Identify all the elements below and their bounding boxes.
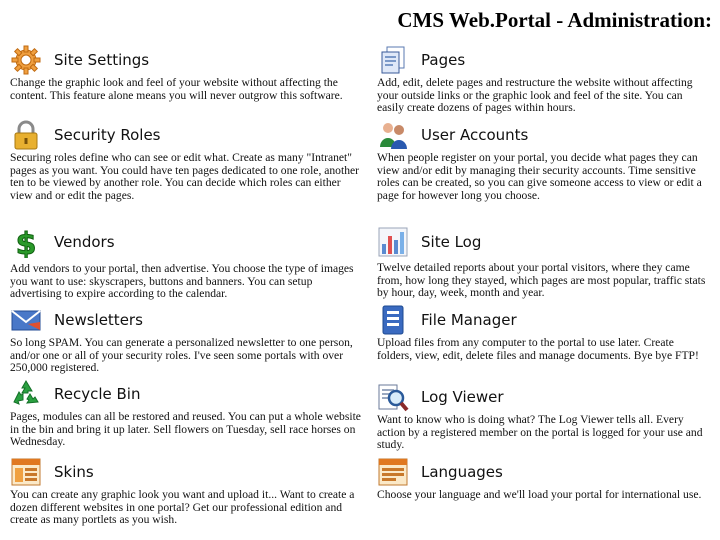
skins-description: You can create any graphic look you want and upload it... Want to create a dozen different websites in one portal? Get our professional edition and create as many portlets as you wish. bbox=[10, 488, 355, 527]
page-title: CMS Web.Portal - Administration: bbox=[397, 8, 712, 32]
languages-title[interactable]: Languages bbox=[421, 463, 503, 481]
magnifier-icon[interactable] bbox=[377, 381, 409, 413]
skins-title[interactable]: Skins bbox=[54, 463, 94, 481]
file-manager-title[interactable]: File Manager bbox=[421, 311, 517, 329]
languages-description: Choose your language and we'll load your portal for international use. bbox=[377, 488, 702, 501]
vendors-description: Add vendors to your portal, then advertise. You choose the type of images you want to use: skyscrapers, buttons and banners. You can setup advertising to expire according to the calendar. bbox=[10, 262, 354, 301]
vendors-title[interactable]: Vendors bbox=[54, 233, 115, 251]
newsletters-title[interactable]: Newsletters bbox=[54, 311, 143, 329]
users-icon[interactable] bbox=[377, 119, 409, 151]
user-accounts-description: When people register on your portal, you decide what pages they can view and/or edit by managing their security accounts. Time sensitive roles can be created, so you can give someone access to view or edit a page for however long you choose. bbox=[377, 151, 702, 203]
recycle-icon[interactable] bbox=[10, 378, 42, 410]
site-log-description: Twelve detailed reports about your portal visitors, where they came from, how long they stayed, which pages are most popular, traffic stats by hour, day, week, month and year. bbox=[377, 261, 706, 300]
lock-icon[interactable] bbox=[10, 119, 42, 151]
bar-chart-icon[interactable] bbox=[377, 226, 409, 258]
file-manager-icon[interactable] bbox=[377, 304, 409, 336]
svg-text:$: $ bbox=[15, 227, 37, 258]
envelope-icon[interactable] bbox=[10, 304, 42, 336]
user-accounts-title[interactable]: User Accounts bbox=[421, 126, 529, 144]
site-log-title[interactable]: Site Log bbox=[421, 233, 482, 251]
pages-description: Add, edit, delete pages and restructure the website without affecting your outside links or the graphic look and feel of the site. You can easily create dozens of pages within hours. bbox=[377, 76, 693, 115]
recycle-bin-title[interactable]: Recycle Bin bbox=[54, 385, 141, 403]
security-roles-description: Securing roles define who can see or edit what. Create as many "Intranet" pages as you want. You could have ten pages dedicated to one role, another ten to be viewed by another role. You can decide which roles can either view and or edit the pages. bbox=[10, 151, 360, 203]
security-roles-title[interactable]: Security Roles bbox=[54, 126, 161, 144]
pages-title[interactable]: Pages bbox=[421, 51, 466, 69]
log-viewer-description: Want to know who is doing what? The Log Viewer tells all. Every action by a registered member on the portal is logged for your use and study. bbox=[377, 413, 703, 452]
file-manager-description: Upload files from any computer to the portal to use later. Create folders, view, edit, delete files and manage documents. Bye bye FTP! bbox=[377, 336, 699, 362]
skins-icon[interactable] bbox=[10, 456, 42, 488]
recycle-bin-description: Pages, modules can all be restored and reused. You can put a whole website in the bin and bring it up later. Sell flowers on Tuesday, sell race horses on Wednesday. bbox=[10, 410, 361, 449]
gear-icon[interactable] bbox=[10, 44, 42, 76]
dollar-icon[interactable] bbox=[10, 226, 42, 258]
pages-icon[interactable] bbox=[377, 44, 409, 76]
site-settings-description: Change the graphic look and feel of your website without affecting the content. This feature alone means you will never outgrow this software. bbox=[10, 76, 343, 102]
languages-icon[interactable] bbox=[377, 456, 409, 488]
site-settings-title[interactable]: Site Settings bbox=[54, 51, 150, 69]
newsletters-description: So long SPAM. You can generate a personalized newsletter to one person, and/or one or all of your security roles. I've seen some portals with over 250,000 registered. bbox=[10, 336, 353, 375]
log-viewer-title[interactable]: Log Viewer bbox=[421, 388, 504, 406]
